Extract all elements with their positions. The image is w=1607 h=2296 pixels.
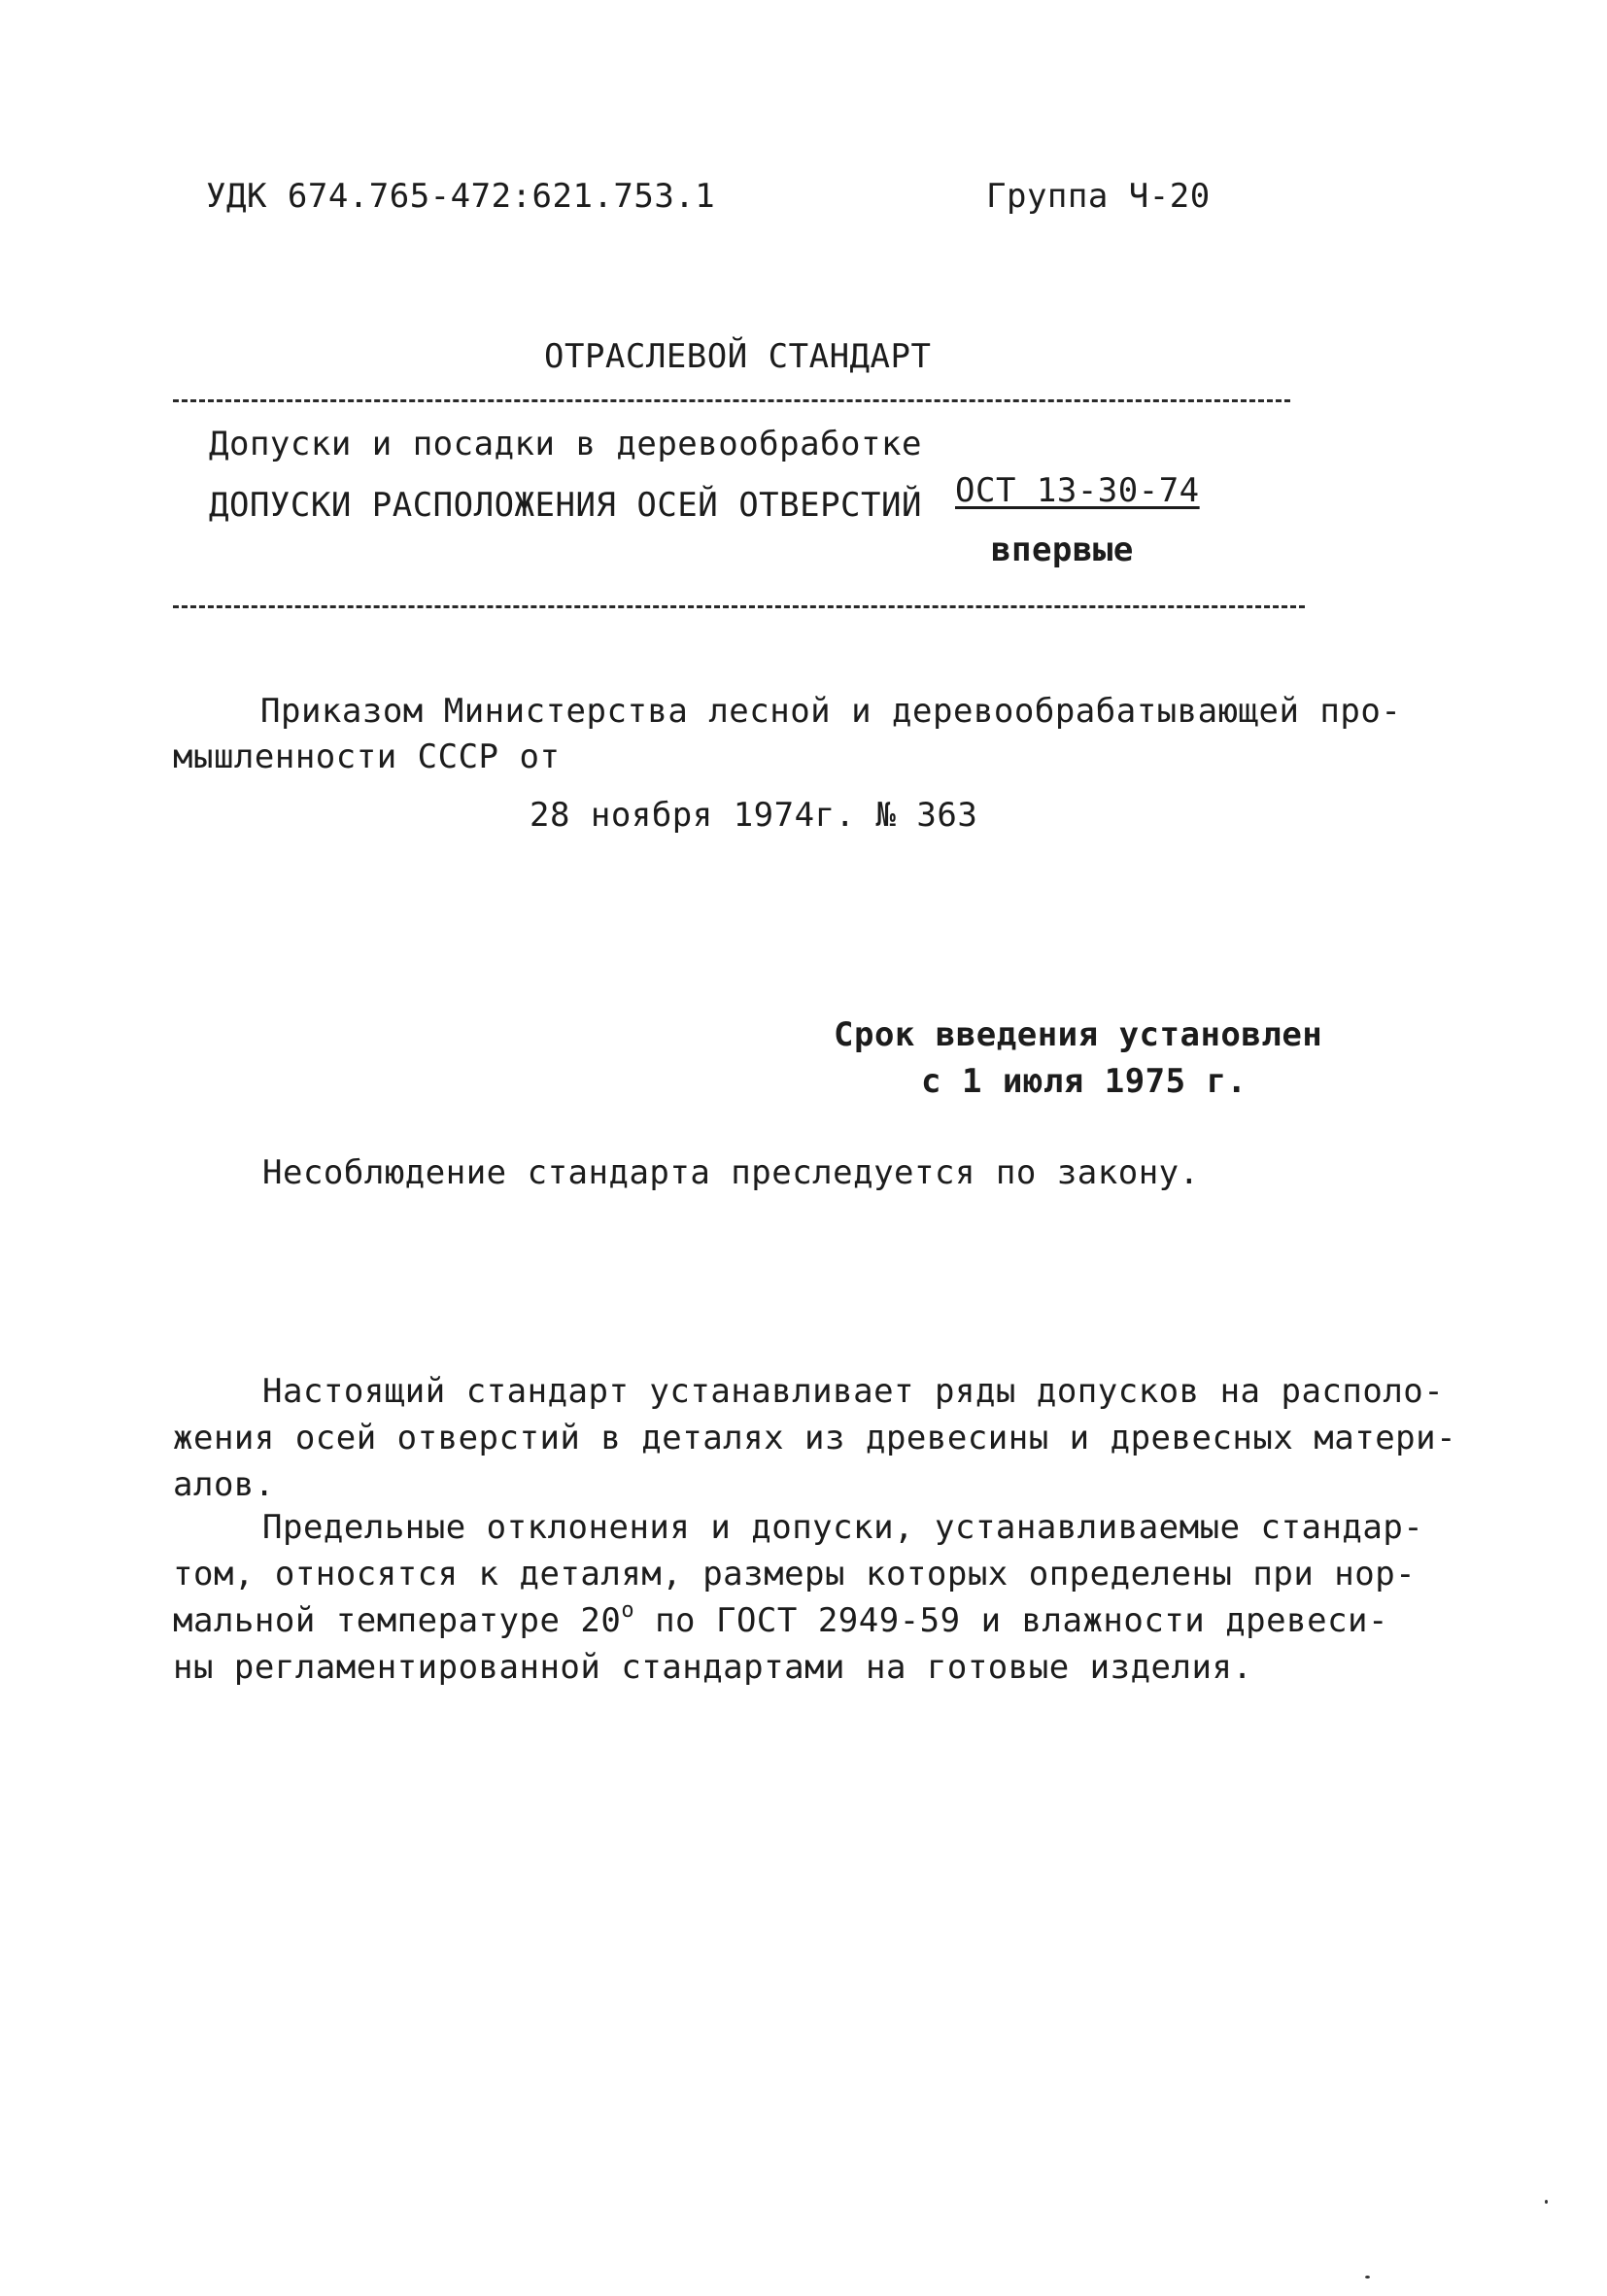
body-p2-line-3-start: мальной температуре 20: [173, 1601, 622, 1640]
top-divider: [173, 399, 1290, 402]
body-p1-line-3: алов.: [173, 1465, 275, 1504]
udk-code: УДК 674.765-472:621.753.1: [206, 177, 716, 216]
effective-line-2: с 1 июля 1975 г.: [921, 1062, 1248, 1101]
subject-line-2: ДОПУСКИ РАСПОЛОЖЕНИЯ ОСЕЙ ОТВЕРСТИЙ: [209, 486, 922, 525]
bottom-divider: [173, 605, 1305, 608]
scan-speck: [1365, 2276, 1370, 2279]
subject-line-1: Допуски и посадки в деревообработке: [209, 425, 922, 463]
body-p2-line-2: том, относятся к деталям, размеры которых определены при нор-: [173, 1555, 1417, 1593]
standard-heading: ОТРАСЛЕВОЙ СТАНДАРТ: [544, 337, 932, 376]
status-label: впервые: [991, 531, 1134, 569]
body-p2-line-4: ны регламентированной стандартами на готовые изделия.: [173, 1648, 1253, 1687]
order-line-1: Приказом Министерства лесной и деревообрабатывающей про-: [260, 692, 1402, 731]
order-line-2: мышленности СССР от: [173, 737, 561, 776]
effective-line-1: Срок введения установлен: [834, 1015, 1323, 1054]
group-code: Группа Ч-20: [986, 177, 1211, 216]
body-p2-line-3-end: по ГОСТ 2949-59 и влажности древеси-: [634, 1601, 1388, 1640]
legal-notice: Несоблюдение стандарта преследуется по закону.: [262, 1153, 1200, 1192]
body-p1-line-1: Настоящий стандарт устанавливает ряды допусков на располо-: [262, 1372, 1445, 1411]
body-p2-line-3: [173, 1598, 1388, 1640]
body-p1-line-2: жения осей отверстий в деталях из древесины и древесных матери-: [173, 1419, 1457, 1457]
body-p2-line-1: Предельные отклонения и допуски, устанавливаемые стандар-: [262, 1508, 1424, 1547]
order-date-number: 28 ноября 1974г. № 363: [530, 796, 978, 835]
scan-speck: [1545, 2200, 1548, 2204]
standard-code: ОСТ 13-30-74: [955, 471, 1200, 510]
degree-mark: о: [621, 1598, 635, 1623]
